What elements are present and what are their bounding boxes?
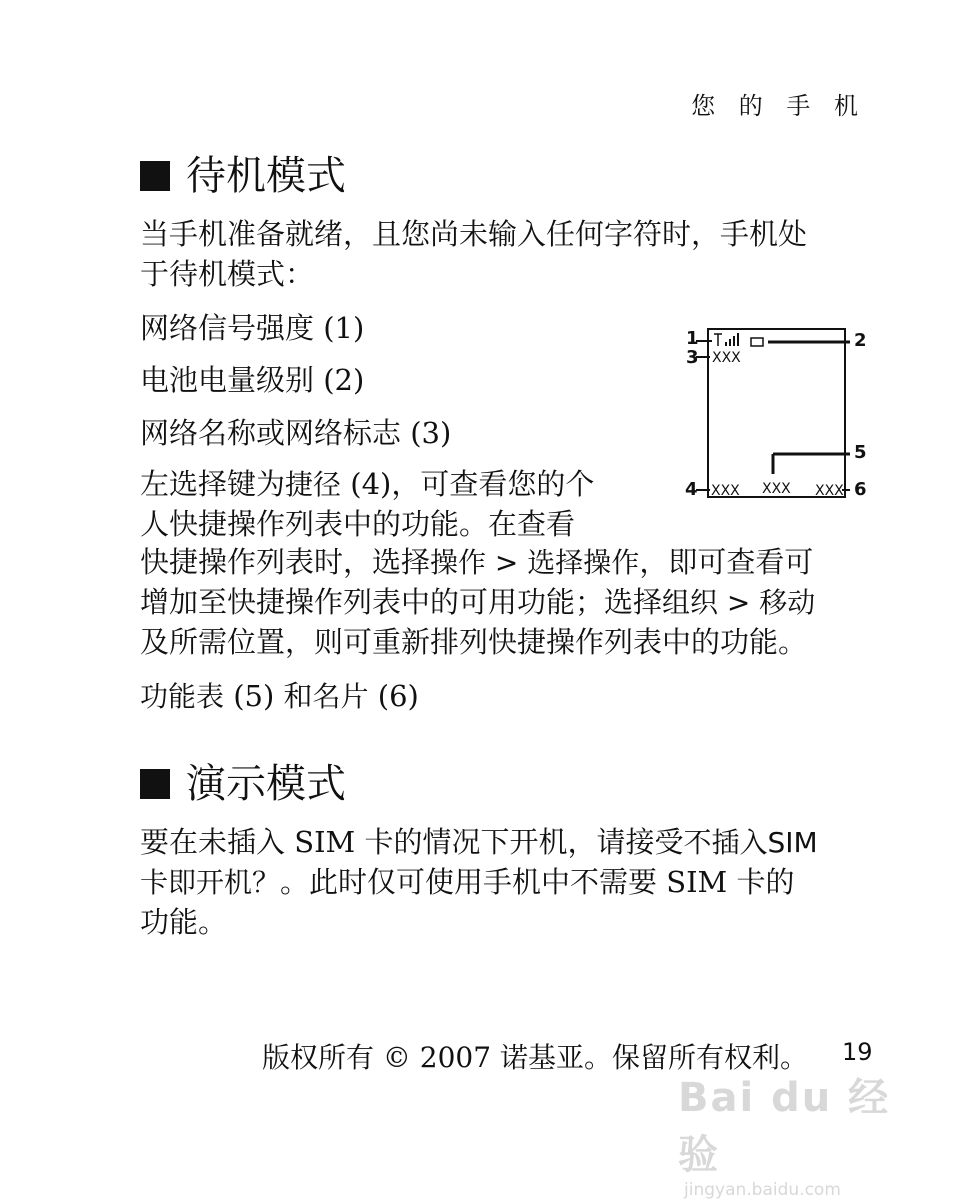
demo-line-2 xyxy=(140,862,794,903)
page-number: 19 xyxy=(842,1038,873,1066)
standby-intro-1: 当手机准备就绪，且您尚未输入任何字符时，手机处 xyxy=(140,217,808,251)
standby-heading xyxy=(140,152,346,200)
baidu-watermark xyxy=(678,1066,918,1200)
label-2: 2 xyxy=(854,330,867,351)
watermark-url: jingyan.baidu.com xyxy=(684,1180,841,1200)
text-run: (6) xyxy=(368,679,419,713)
menu-names-line xyxy=(140,676,419,717)
options-term: 操作 xyxy=(430,546,487,579)
shortcut-line-3 xyxy=(140,542,813,583)
standby-screen-diagram xyxy=(680,320,870,510)
label-4: 4 xyxy=(685,479,698,500)
item-network: 网络名称或网络标志 (3) xyxy=(140,416,452,450)
menu-term: 功能表 xyxy=(140,680,225,713)
no-sim-term: 不插入SIM xyxy=(683,826,818,859)
item-battery: 电池电量级别 (2) xyxy=(140,363,365,397)
network-name-text: XXX xyxy=(712,350,741,366)
label-5: 5 xyxy=(854,442,867,463)
shortcut-line-2: 人快捷操作列表中的功能。在查看 xyxy=(140,507,576,541)
right-softkey-text: XXX xyxy=(815,483,844,499)
demo-line-3: 功能。 xyxy=(140,905,228,939)
shortcut-term: 捷径 xyxy=(285,468,342,501)
running-header: 您 的 手 机 xyxy=(691,92,866,120)
text-run: 增加至快捷操作列表中的可用功能；选择 xyxy=(140,585,663,619)
text-run: (4)，可查看您的个 xyxy=(341,467,595,501)
no-sim-term-cont: 卡即开机？ xyxy=(140,866,281,899)
arrow-sep: > xyxy=(486,546,528,579)
demo-line-1 xyxy=(140,822,818,863)
middle-softkey-text: XXX xyxy=(762,481,791,497)
text-run: (5) 和 xyxy=(224,679,313,713)
watermark-logo-text: Bai du 经验 xyxy=(678,1075,891,1178)
demo-title: 演示模式 xyxy=(186,761,346,807)
text-run: 左选择键为 xyxy=(140,467,286,501)
shortcut-line-1 xyxy=(140,464,594,505)
label-1: 1 xyxy=(686,328,699,349)
shortcut-line-5: 及所需位置，则可重新排列快捷操作列表中的功能。 xyxy=(140,625,808,659)
demo-heading xyxy=(140,760,346,808)
standby-intro-2: 于待机模式： xyxy=(140,257,315,291)
square-bullet-icon xyxy=(140,161,170,191)
shortcut-line-4 xyxy=(140,582,815,623)
label-3: 3 xyxy=(686,347,699,368)
copyright-text: 版权所有 © 2007 诺基亚。保留所有权利。 xyxy=(262,1041,808,1074)
text-run: 。此时仅可使用手机中不需要 SIM 卡的 xyxy=(280,865,795,899)
label-6: 6 xyxy=(854,479,867,500)
square-bullet-icon xyxy=(140,769,170,799)
move-term: 移动 xyxy=(759,586,816,619)
select-options-term: 选择操作 xyxy=(527,546,640,579)
text-run: 快捷操作列表时，选择 xyxy=(140,545,431,579)
organize-term: 组织 xyxy=(662,586,719,619)
left-softkey-text: XXX xyxy=(711,483,740,499)
names-term: 名片 xyxy=(312,680,369,713)
standby-title: 待机模式 xyxy=(186,153,346,199)
text-run: 要在未插入 SIM 卡的情况下开机，请接受 xyxy=(140,825,684,859)
item-signal: 网络信号强度 (1) xyxy=(140,311,365,345)
text-run: ，即可查看可 xyxy=(639,545,814,579)
arrow-sep: > xyxy=(718,586,760,619)
